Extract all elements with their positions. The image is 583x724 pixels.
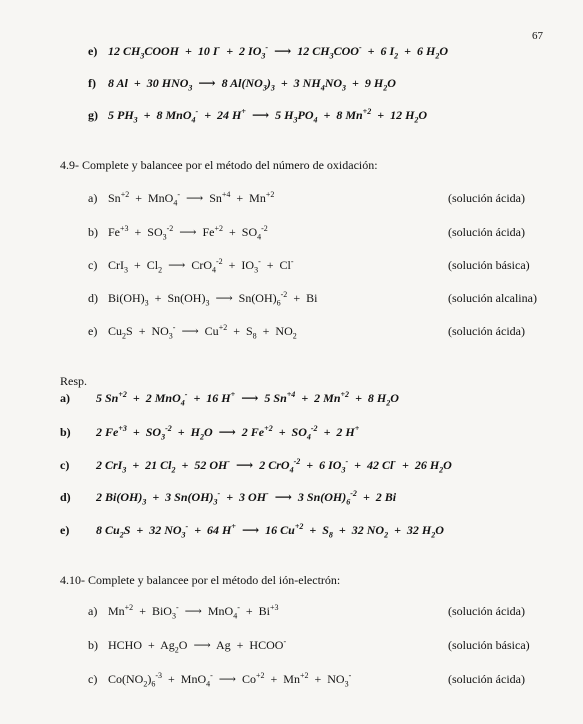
problem-row xyxy=(0,225,583,241)
answer-label: b) xyxy=(60,425,71,439)
answer-label: d) xyxy=(60,490,71,504)
answer-row xyxy=(0,391,583,407)
answer-row xyxy=(0,490,583,506)
solution-condition: (solución básica) xyxy=(448,638,530,652)
answer-equation: 8 $Cu_2S + 32$ $NO_3^- + 64$ H+ ⟶ 16 $Cu^{+2} + S_8 + 32$ $NO_2 + 32$ $H_2O$ xyxy=(96,522,444,540)
page-number: 67 xyxy=(532,30,543,42)
problem-label: d) xyxy=(88,291,98,305)
problem-equation: HCHO + $Ag_2O$ ⟶ Ag + HCOO- xyxy=(108,637,287,655)
answer-equation: 2 $Bi(OH)_3 + 3$ $Sn(OH)_3^- + 3$ OH- ⟶ 3 $Sn(OH)_6^{-2} + 2$ Bi xyxy=(96,489,397,507)
problem-row xyxy=(0,291,583,307)
problem-label: c) xyxy=(88,258,98,272)
section-title-4-9: 4.9- Complete y balancee por el método del número de oxidación: xyxy=(60,158,378,172)
problem-row xyxy=(0,604,583,620)
equation: 8 Al + 30 $HNO_3$ ⟶ 8 $Al(NO_3)_3 + 3$ $NH_4NO_3 + 9$ $H_2O$ xyxy=(108,76,396,93)
answer-label: e) xyxy=(60,523,70,537)
problem-row xyxy=(0,191,583,207)
problem-row xyxy=(0,258,583,274)
problem-equation: $Cu_2S + NO_3^-$ ⟶ $Cu^{+2} + S_8 + NO_2$ xyxy=(108,323,297,341)
problem-row xyxy=(0,324,583,340)
answer-label: a) xyxy=(60,391,70,405)
problem-equation: $Sn^{+2} + MnO_4^-$ ⟶ $Sn^{+4} + Mn^{+2}$ xyxy=(108,190,275,208)
solution-condition: (solución ácida) xyxy=(448,672,525,686)
solution-condition: (solución ácida) xyxy=(448,324,525,338)
solution-condition: (solución ácida) xyxy=(448,191,525,205)
equation: 12 $CH_3COOH + 10$ I- + 2 $IO_3^-$ ⟶ 12 $CH_3COO^- + 6$ $I_2 + 6$ $H_2O$ xyxy=(108,43,448,61)
problem-label: b) xyxy=(88,638,98,652)
problem-label: c) xyxy=(88,672,98,686)
answer-row xyxy=(0,523,583,539)
answer-equation: 5 $Sn^{+2} + 2$ MnO$_4$- + 16 H+ ⟶ 5 $Sn^{+4} + 2$ $Mn^{+2} + 8$ $H_2O$ xyxy=(96,390,399,408)
problem-equation: $Bi(OH)_3 + Sn(OH)_3$ ⟶ $Sn(OH)_6^{-2} + Bi$ xyxy=(108,290,318,308)
equation-label: f) xyxy=(88,76,96,90)
equation: 5 $PH_3 + 8$ MnO$_4$- + 24 H+ ⟶ 5 $H_3PO_4 + 8$ $Mn^{+2} + 12$ $H_2O$ xyxy=(108,107,428,125)
problem-label: a) xyxy=(88,191,98,205)
answers-heading: Resp. xyxy=(60,374,87,388)
problem-label: a) xyxy=(88,604,98,618)
answer-equation: 2 $Fe^{+3} + SO_3^{-2} + H_2O$ ⟶ 2 $Fe^{+2} + SO_4^{-2} + 2$ H+ xyxy=(96,424,360,442)
equation-row-e xyxy=(0,44,583,60)
answer-row xyxy=(0,425,583,441)
solution-condition: (solución básica) xyxy=(448,258,530,272)
answer-label: c) xyxy=(60,458,70,472)
equation-row-g xyxy=(0,108,583,124)
problem-label: e) xyxy=(88,324,98,338)
problem-row xyxy=(0,638,583,654)
answer-equation: 2 CrI$_3$ + 21 $Cl_2 + 52$ OH- ⟶ 2 CrO$_4^{-2}$ + 6 $IO_3^- + 42$ Cl- + 26 $H_2O$ xyxy=(96,457,452,475)
problem-equation: $CrI_3 + Cl_2$ ⟶ $CrO_4^{-2} + IO_3^- + Cl^-$ xyxy=(108,257,294,275)
problem-row xyxy=(0,672,583,688)
solution-condition: (solución ácida) xyxy=(448,604,525,618)
problem-equation: $Fe^{+3} + SO_3^{-2}$ ⟶ $Fe^{+2} + SO_4^{-2}$ xyxy=(108,224,268,242)
section-title-4-10: 4.10- Complete y balancee por el método del ión-electrón: xyxy=(60,573,341,587)
problem-equation: $Co(NO_2)_6^{-3} + MnO_4^-$ ⟶ $Co^{+2} + Mn^{+2} + NO_3^-$ xyxy=(108,671,352,689)
problem-equation: $Mn^{+2} + BiO_3^-$ ⟶ $MnO_4^- + Bi^{+3}$ xyxy=(108,603,279,621)
solution-condition: (solución ácida) xyxy=(448,225,525,239)
equation-label: e) xyxy=(88,44,98,58)
equation-row-f xyxy=(0,76,583,92)
problem-label: b) xyxy=(88,225,98,239)
equation-label: g) xyxy=(88,108,98,122)
answer-row xyxy=(0,458,583,474)
solution-condition: (solución alcalina) xyxy=(448,291,537,305)
